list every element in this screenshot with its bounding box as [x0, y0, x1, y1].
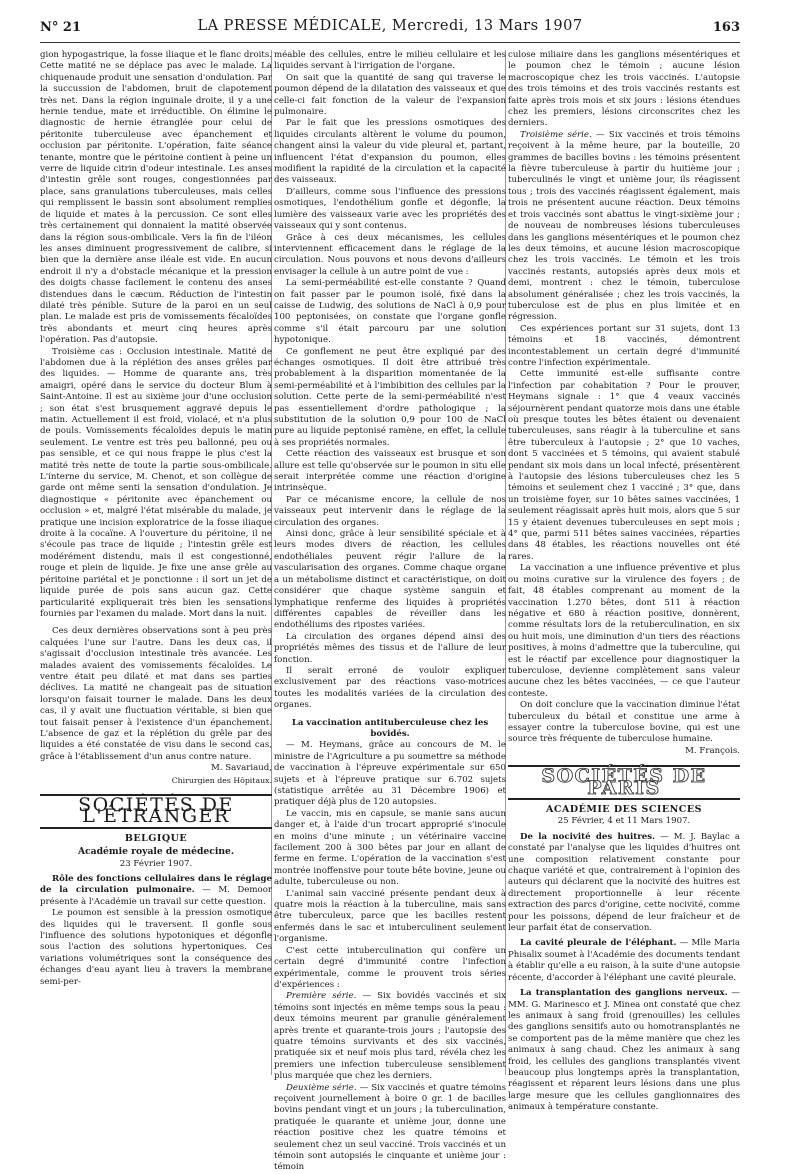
article-text: — M. J. Baylac a constaté par l'analyse que les liquides d'huitres ont une composition relativement constante pour chaque variété et que, contrairement à l'opinion des auteurs qui déclarent que la nocivité des huitres est directement proportionnelle à leur récente extraction des parcs d'origine, cette nocivité, comme pour les poissons, dépend de leur fraîcheur et de leur parfait état de conservation.	[508, 831, 740, 934]
series-paragraph	[274, 991, 506, 1082]
country-heading: BELGIQUE	[124, 832, 188, 844]
series-label: Troisième série.	[520, 129, 592, 140]
article-title: Rôle des fonctions cellulaires dans le réglage de la circulation pulmonaire.	[40, 874, 272, 896]
section-heading: SOCIÉTÉS DE PARIS	[508, 765, 740, 800]
article-title: La cavité pleurale de l'éléphant.	[520, 938, 677, 949]
paragraph: Le vaccin, mis en capsule, se manie sans aucun danger et, à l'aide d'un trocart approprié s'inocule en moins d'une minute ; un vétérinaire vaccine facilement 200 à 300 bêtes par jour en allant de ferme en ferme. L'opération de la vaccination s'est montrée inoffensive pour toute bête bovine, jeune ou adulte, tuberculeuse ou non.	[274, 808, 506, 888]
article-text: — MM. G. Marinesco et J. Minea ont constaté que chez les animaux à sang froid (grenouilles) les cellules des ganglions sensitifs auto ou homotransplantés ne se comportent pas de la même manière que chez les animaux à sang chaud. Chez les animaux à sang froid, les cellules des ganglions transplantés vivent beaucoup plus longtemps après la transplantation, réagissent et réparent leurs lésions dans une plus large mesure que les cellules ganglionnaires des animaux à température constante.	[508, 988, 740, 1113]
paragraph: Troisième cas : Occlusion intestinale. Matité de l'abdomen due à la réplétion des anses grêles par des liquides. — Homme de quarante ans, très amaigri, opéré dans le service du docteur Blum à Saint-Antoine. Il est au sixième jour d'une occlusion ; son état s'est brusquement aggravé depuis le matin. Actuellement il est froid, violacé, et n'a plus de pouls. Vomissements fécaloïdes depuis le matin seulement. Le ventre est très peu ballonné, peu ou pas sensible, et ce qui nous frappe le plus c'est la matité très nette de toute la partie sous-ombilicale. L'interne du service, M. Chenot, et son collègue de garde ont même senti la sensation d'ondulation. Je diagnostique « péritonite avec épanchement ou occlusion » et, malgré l'état misérable du malade, je pratique une incision exploratrice de la fosse iliaque droite à la cocaïne. A l'ouverture du péritoine, il ne s'écoule pas trace de liquide ; l'intestin grêle est modérément distendu, mais il est congestionné, rouge et plein de liquide. Je fixe une anse grêle au péritoine pariétal et je ponctionne : il sort un jet de liquide purée de pois sans aucun gaz. Cette particularité expliquerait très bien les sensations fournies par l'examen du malade. Mort dans la nuit.	[40, 346, 272, 619]
paragraph: Par ce mécanisme encore, la cellule de nos vaisseaux peut intervenir dans le réglage de la circulation des organes.	[274, 494, 506, 528]
article-text: — Mlle Maria Phisalix soumet à l'Académie des documents tendant à établir qu'elle a eu raison, à la suite d'une autopsie récente, d'accorder à l'éléphant une cavité pleurale.	[508, 938, 741, 983]
paragraph: Ce gonflement ne peut être expliqué par des échanges osmotiques. Il doit être attribué très probablement à la disparition momentanée de la semi-perméabilité et à l'imbibition des cellules par la solution. Cette perte de la semi-perméabilité n'est pas essentiellement d'ordre pathologique ; la substitution de la solution 0,9 pour 100 de NaCl pure au liquide peptonisé ramène, en effet, la cellule à ses propriétés normales.	[274, 346, 506, 448]
paragraph: Cette immunité est-elle suffisante contre l'infection par cohabitation ? Pour le prouver, Heymans signale : 1° que 4 veaux vaccinés séjournèrent pendant quatorze mois dans une étable où presque toutes les bêtes étaient ou devenaient tuberculeuses, sans réagir à la tuberculine et sans être tuberculeux à l'autopsie ; 2° que 10 vaches, dont 5 vaccinées et 5 témoins, qui avaient stabulé pendant six mois dans un local infecté, présentèrent à l'autopsie des lésions tuberculeuses chez les 5 témoins et seulement chez 1 vacciné ; 3° que, dans un troisième foyer, sur 10 bêtes saines vaccinées, 1 seulement réagissait après huit mois, alors que 5 sur 15 y étaient devenues tuberculeuses en sept mois ; 4° que, parmi 511 bêtes saines vaccinées, réparties dans 48 étables, les réactions nouvelles ont été rares.	[508, 369, 740, 562]
paragraph: La semi-perméabilité est-elle constante ? Quand on fait passer par le poumon isolé, fixé dans la caisse de Ludwig, des solutions de NaCl à 0,9 pour 100 peptonisées, on constate que l'organe gonfle comme s'il était parcouru par une solution hypotonique.	[274, 278, 506, 346]
paragraph: Ainsi donc, grâce à leur sensibilité spéciale et à leurs modes divers de réaction, les cellules endothéliales peuvent régir l'allure de la vascularisation des organes. Comme chaque organe a un métabolisme distinct et caractéristique, on doit considérer que chaque système sanguin et lymphatique renferme des liquides à propriétés différentes capables de réveiller dans les endothéliums des ripostes variées.	[274, 529, 506, 631]
paragraph: Ces expériences portant sur 31 sujets, dont 13 témoins et 18 vaccinés, démontrent incontestablement un certain degré d'immunité contre l'infection expérimentale.	[508, 323, 740, 368]
paragraph: C'est cette intuberculination qui confère un certain degré d'immunité contre l'infection expérimentale, comme le prouvent trois séries d'expériences :	[274, 945, 506, 990]
column-2	[274, 50, 507, 1173]
article	[508, 832, 740, 935]
page-header	[40, 18, 740, 40]
paragraph: Ces deux dernières observations sont à peu près calquées l'une sur l'autre. Dans les deux cas, il s'agissait d'occlusion intestinale très avancée. Les malades avaient des vomissements fécaloïdes. Le ventre était peu dilaté et mat dans ses parties déclives. La matité ne changeait pas de situation lorsqu'on faisait tourner le malade. Dans les deux cas, il y avait une fluctuation véritable, si bien que tout faisait penser à l'existence d'un épanchement. L'absence de gaz et la réplétion du grêle par des liquides a été constatée de visu dans le second cas, grâce à l'établissement d'un anus contre nature.	[40, 626, 272, 762]
session-date: 25 Février, 4 et 11 Mars 1907.	[557, 816, 691, 827]
paragraph: L'animal sain vacciné présente pendant deux à quatre mois la réaction à la tuberculine, mais sans être tuberculeux, parce que les bacilles restent enfermés dans le sac et intuberculinent seulement l'organisme.	[274, 888, 506, 945]
paragraph: Il serait erroné de vouloir expliquer exclusivement par des réactions vaso-motrices toutes les modalités variées de la circulation des organes.	[274, 665, 506, 711]
series-paragraph	[508, 130, 740, 324]
series-text: — Six vaccinés et trois témoins reçoivent à la même heure, par la bouteille, 20 grammes de bacilles bovins : les témoins présentent la fièvre tuberculeuse à partir du huitième jour ; tuberculinés le vingt et unième jour, ils réagissent tous ; trois des vaccinés réagissent également, mais trois ne présentent aucune réaction. Deux témoins et trois vaccinés sont abattus le vingt-sixième jour ; de nouveau de nombreuses lésions tuberculeuses dans les ganglions mésentériques et le poumon chez les deux témoins, et aucune lésion macroscopique chez les trois vaccinés. Le témoin et les trois vaccinés restants, autopsiés après deux mois et demi, montrent : chez le témoin, tuberculose absolument généralisée ; chez les trois vaccinés, la tuberculose est de plus en plus limitée et en régression.	[508, 129, 740, 323]
paragraph: La vaccination a une influence préventive et plus ou moins curative sur la virulence des foyers ; de fait, 48 étables comprenant au moment de la vaccination 1.270 bêtes, dont 511 à réaction négative et 680 à réaction positive, donnèrent, comme résultats lors de la retuberculination, en six ou huit mois, une diminution d'un tiers des réactions positives, à moins d'admettre que la tuberculine, qui est le réactif par excellence pour diagnostiquer la tuberculose, devienne complètement sans valeur aucune chez les bêtes vaccinées, — ce que l'auteur conteste.	[508, 563, 740, 699]
column-1	[40, 50, 272, 1078]
article-title: La transplantation des ganglions nerveux.	[520, 988, 728, 999]
article-title: La vaccination antituberculeuse chez les bovidés.	[291, 717, 489, 739]
paragraph: Le poumon est sensible à la pression osmotique des liquides qui le traversent. Il gonfle sous l'influence des solutions hypotoniques et dégonfle sous l'action des solutions hypertoniques. Ces variations volumétriques sont la conséquence des échanges d'eau ayant lieu à travers la membrane semi-per-	[40, 908, 272, 987]
article	[508, 938, 740, 984]
series-text: — Six vaccinés et quatre témoins reçoivent journellement à boire 0 gr. 1 de bacilles bovins pendant vingt et un jours ; la tuberculination, pratiquée le quarante et unième jour, donne une réaction positive chez les quatre témoins et seulement chez un seul vacciné. Trois vaccinés et un témoin sont autopsiés le cinquante et unième jour : témoin	[274, 1082, 507, 1173]
article-text: — M. Demoor présente à l'Académie un travail sur cette question.	[40, 885, 272, 907]
series-label: Deuxième série.	[286, 1082, 357, 1093]
paragraph: Par le fait que les pressions osmotiques des liquides circulants altèrent le volume du poumon, changent ainsi la valeur du vide pleural et, partant, influencent l'état d'expansion du poumon, elles modifient la rapidité de la circulation et la capacité des vaisseaux.	[274, 118, 506, 186]
author-signature: M. Savariaud,	[211, 763, 272, 774]
session-date: 23 Février 1907.	[119, 858, 193, 869]
paragraph: On sait que la quantité de sang qui traverse le poumon dépend de la dilatation des vaisseaux et que celle-ci fait fonction de la valeur de l'expansion pulmonaire.	[274, 72, 506, 118]
series-label: Première série.	[286, 991, 357, 1002]
paragraph: D'ailleurs, comme sous l'influence des pressions osmotiques, l'endothélium gonfle et dégonfle, la lumière des vaisseaux varie avec les propriétés des vaisseaux qui y sont contenus.	[274, 186, 506, 232]
article-title: De la nocivité des huitres.	[520, 831, 656, 842]
paragraph: gion hypogastrique, la fosse iliaque et le flanc droits. Cette matité ne se déplace pas avec le malade. La chiquenaude produit une sensation d'ondulation. Par la succussion de l'abdomen, bruit de clapotement très net. Dans la région inguinale droite, il y a une hernie tendue, mate et irréductible. On élimine le diagnostic de hernie étranglée pour celui de péritonite tuberculeuse avec épanchement et occlusion par péritonite. L'opération, faite séance tenante, montre que le péritoine contient à peine un verre de liquide citrin d'odeur intestinale. Les anses d'intestin grêle sont rouges, congestionnées par place, sans granulations tuberculeuses, mais celles qui remplissent le bassin sont absolument remplies de liquide et mates à la percussion. Ce sont elles très certainement qui donnaient la matité observée dans la région sous-ombilicale. Vers la fin de l'iléon les anses diminuent progressivement de calibre, si bien que la dernière anse iléale est vide. En aucun endroit il n'y a d'obstacle mécanique et la pression des doigts chasse facilement le contenu des anses distendues dans le cæcum. Réduction de l'intestin dilaté très pénible. Suture de la paroi en un seul plan. Le malade est pris de vomissements fécaloïdes très abondants et meurt cinq heures après l'opération. Pas d'autopsie.	[40, 50, 272, 346]
page-number: 163	[712, 20, 740, 35]
journal-title: LA PRESSE MÉDICALE, Mercredi, 13 Mars 1907	[197, 18, 583, 34]
paragraph: Grâce à ces deux mécanismes, les cellules interviennent efficacement dans le réglage de la circulation. Nous pouvons et nous devons d'ailleurs envisager la cellule à un autre point de vue :	[274, 232, 506, 277]
paragraph: On doit conclure que la vaccination diminue l'état tuberculeux du bétail et constitue une arme à essayer contre la tuberculose bovine, qui est une source très fréquente de tuberculose humaine.	[508, 700, 740, 745]
paragraph: La circulation des organes dépend ainsi des propriétés mêmes des tissus et de l'allure de leur fonction.	[274, 631, 506, 665]
header-rule	[40, 42, 740, 43]
column-3	[508, 50, 741, 1113]
issue-number: N° 21	[40, 20, 81, 35]
section-heading: SOCIÉTÉS DE L'ÉTRANGER	[40, 794, 272, 829]
academy-heading: Académie royale de médecine.	[77, 846, 235, 858]
paragraph: culose miliaire dans les ganglions mésentériques et le poumon chez le témoin ; aucune lésion macroscopique chez les trois vaccinés. L'autopsie des trois témoins et des trois vaccinés restants est faite après trois mois et six jours : lésions étendues chez les premiers, lésions circonscrites chez les derniers.	[508, 50, 740, 129]
paragraph: méable des cellules, entre le milieu cellulaire et les liquides servant à l'irrigation de l'organe.	[274, 50, 506, 72]
paragraph: Cette réaction des vaisseaux est brusque et son allure est telle qu'observée sur le poumon in situ elle serait interprétée comme une réaction d'origine intrinsèque.	[274, 449, 506, 494]
series-paragraph	[274, 1083, 506, 1174]
academy-heading: ACADÉMIE DES SCIENCES	[546, 804, 702, 815]
article	[508, 988, 740, 1113]
author-signature: M. François.	[685, 745, 740, 756]
author-title: Chirurgien des Hôpitaux.	[171, 775, 272, 785]
series-text: — Six bovidés vaccinés et six témoins sont injectés en même temps sous la peau : deux témoins meurent par granulie généralement après trente et quarante-trois jours ; l'autopsie des quatre témoins survivants et des six vaccinés, pratiquée six et neuf mois plus tard, révéla chez les premiers une infection tuberculeuse sensiblement plus marquée que chez les derniers.	[274, 991, 506, 1082]
article-text: — M. Heymans, grâce au concours de M. le ministre de l'Agriculture a pu soumettre sa méthode de vaccination à l'épreuve expérimentale sur 650 sujets et à l'épreuve pratique sur 6.702 sujets (statistique arrêtée au 31 Décembre 1906) et pratiquer déjà plus de 120 autopsies.	[274, 740, 506, 808]
article	[40, 874, 272, 908]
